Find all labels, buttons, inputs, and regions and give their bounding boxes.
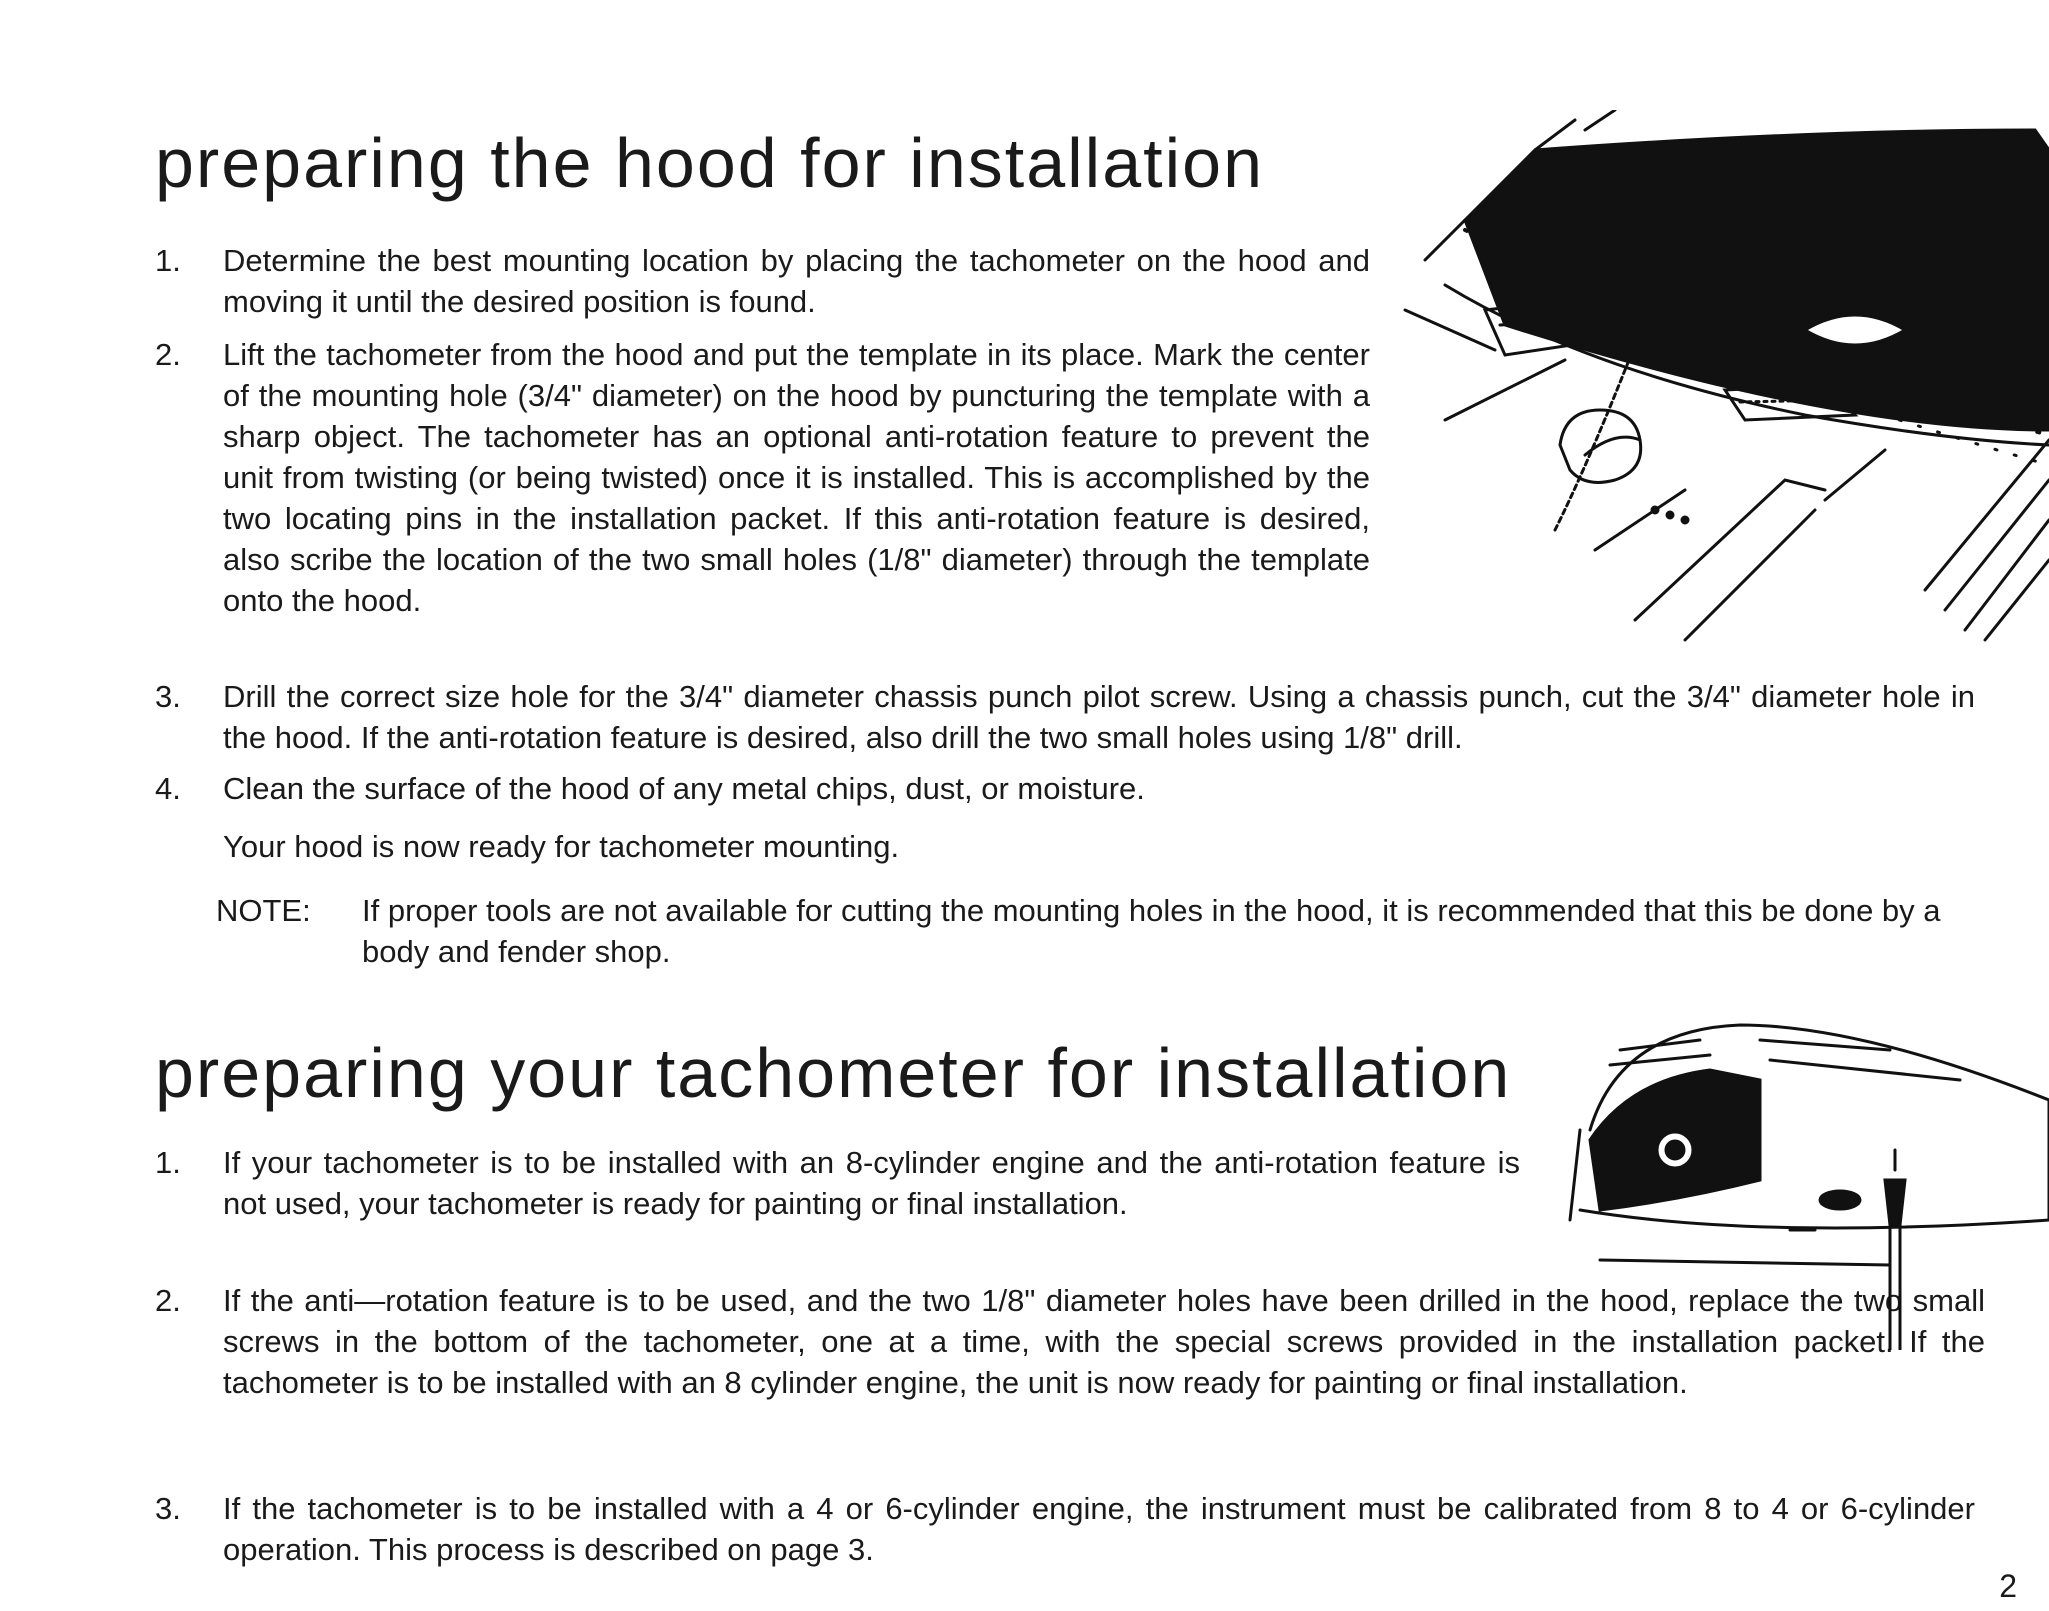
hood-step-2 bbox=[155, 334, 1370, 664]
step-text: If the tachometer is to be installed with a 4 or 6-cylinder engine, the instrument must be calibrated from 8 to 4 or 6-cylinder operation. This process is described on page 3. bbox=[223, 1491, 1975, 1567]
tach-step-3 bbox=[155, 1488, 1975, 1572]
note-text: If proper tools are not available for cutting the mounting holes in the hood, it is recommended that this be done by a body and fender shop. bbox=[362, 893, 1941, 969]
step-number: 2. bbox=[155, 337, 181, 372]
page-number: 2 bbox=[1999, 1568, 2017, 1604]
step-number: 3. bbox=[155, 679, 181, 714]
section-heading-tachometer: preparing your tachometer for installation bbox=[155, 1034, 1512, 1112]
step-number: 2. bbox=[155, 1283, 181, 1318]
tach-step-1 bbox=[155, 1142, 1520, 1268]
step-text: Drill the correct size hole for the 3/4" diameter chassis punch pilot screw. Using a chassis punch, cut the 3/4" diameter hole in the hood. If the anti-rotation feature is desired, also drill the two small holes using 1/8" drill. bbox=[223, 679, 1975, 755]
tachometer-screwdriver-illustration bbox=[1560, 1010, 2049, 1350]
section-heading-hood: preparing the hood for installation bbox=[155, 124, 1265, 202]
step-number: 1. bbox=[155, 243, 181, 278]
hood-step-3 bbox=[155, 676, 1975, 760]
step-text: Lift the tachometer from the hood and put the template in its place. Mark the center of the mounting hole (3/4" diameter) on the hood by puncturing the template with a sharp object. The tachometer has an optional anti-rotation feature to prevent the unit from twisting (or being twisted) once it is installed. This is accomplished by the two locating pins in the installation packet. If this anti-rotation feature is desired, also scribe the location of the two small holes (1/8" diameter) through the template onto the hood. bbox=[223, 337, 1370, 618]
step-number: 4. bbox=[155, 771, 181, 806]
hood-step-1 bbox=[155, 240, 1370, 324]
step-text: If the anti—rotation feature is to be used, and the two 1/8" diameter holes have been drilled in the hood, replace the two small screws in the bottom of the tachometer, one at a time, with the special screws provided in the installation packet. If the tachometer is to be installed with an 8 cylinder engine, the unit is now ready for painting or final installation. bbox=[223, 1283, 1985, 1400]
step-text: Clean the surface of the hood of any metal chips, dust, or moisture. bbox=[223, 771, 1145, 806]
hood-step-4 bbox=[155, 768, 1975, 810]
hood-ready-text: Your hood is now ready for tachometer mounting. bbox=[223, 829, 900, 864]
step-number: 3. bbox=[155, 1491, 181, 1526]
note-label: NOTE: bbox=[216, 893, 311, 928]
step-number: 1. bbox=[155, 1145, 181, 1180]
step-text: Determine the best mounting location by placing the tachometer on the hood and moving it until the desired position is found. bbox=[223, 243, 1370, 319]
hood-template-illustration bbox=[1385, 110, 2049, 650]
step-text: If your tachometer is to be installed with an 8-cylinder engine and the anti-rotation feature is not used, your tachometer is ready for painting or final installation. bbox=[223, 1145, 1520, 1221]
